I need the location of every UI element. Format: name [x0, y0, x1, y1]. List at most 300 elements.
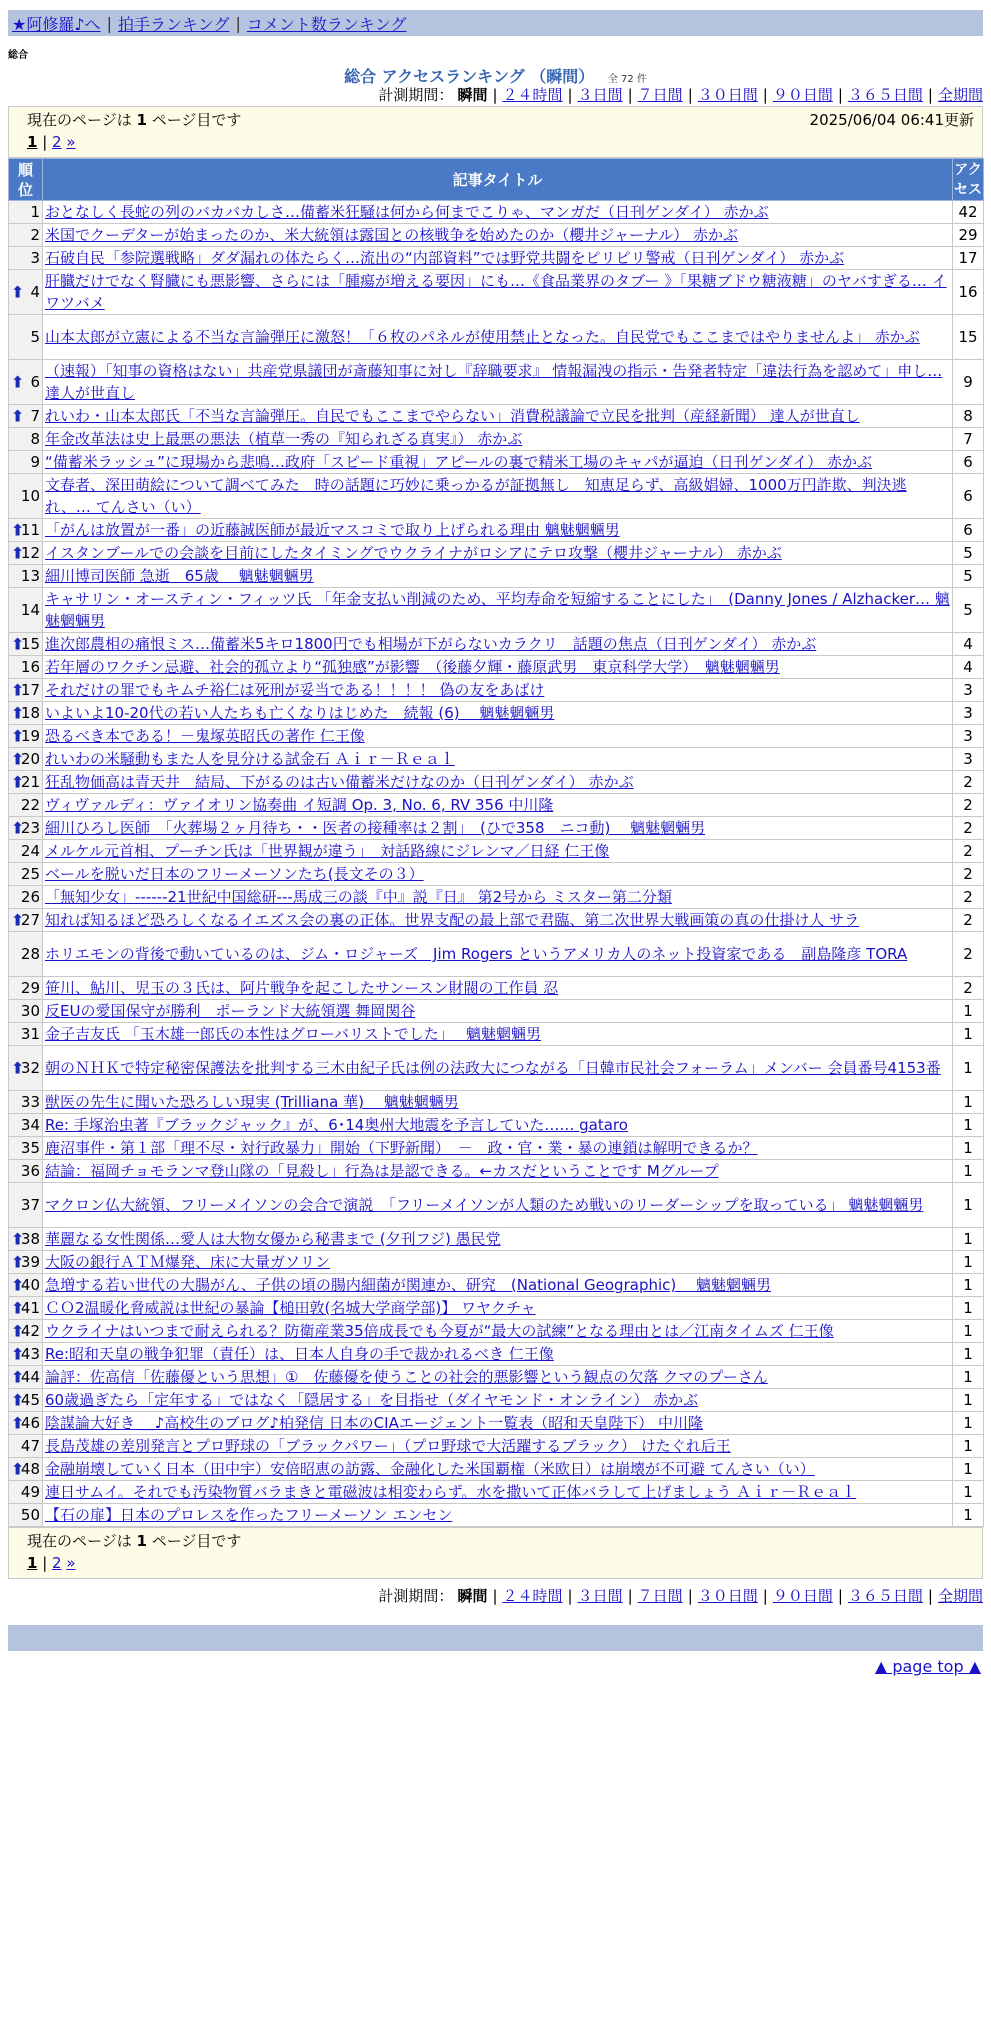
- rank-cell: [9, 1412, 43, 1435]
- article-link[interactable]: 笹川、鮎川、児玉の３氏は、阿片戦争を起こしたサンースン財閥の工作員 忍: [45, 979, 559, 997]
- access-count: 1: [953, 1000, 984, 1023]
- title-cell: [43, 565, 953, 588]
- rank-number: 2: [30, 226, 40, 244]
- rank-up-arrow-icon: ⬆: [11, 1413, 25, 1433]
- article-link[interactable]: れいわ・山本太郎氏「不当な言論弾圧。自民でもここまでやらない」消費税議論で立民を批判（産経新聞） 達人が世直し: [45, 407, 860, 425]
- page-2-link-bottom[interactable]: 2: [52, 1554, 62, 1572]
- article-link[interactable]: 細川博司医師 急逝 65歳 魑魅魍魎男: [45, 567, 314, 585]
- ranking-table: [8, 158, 984, 1527]
- article-link[interactable]: れいわの米騒動もまた人を見分ける試金石 Ａｉｒ－Ｒｅａｌ: [45, 750, 455, 768]
- access-count: 1: [953, 1274, 984, 1297]
- article-link[interactable]: 石破自民「参院選戦略」ダダ漏れの体たらく…流出の“内部資料”では野党共闘をピリピリ警戒（日刊ゲンダイ） 赤かぶ: [45, 249, 845, 267]
- article-link[interactable]: 金子吉友氏 「玉木雄一郎氏の本性はグローバリストでした」 魑魅魍魎男: [45, 1025, 541, 1043]
- table-row: [9, 201, 984, 224]
- rank-number: 37: [20, 1196, 40, 1214]
- rank-cell: [9, 405, 43, 428]
- title-cell: [43, 817, 953, 840]
- table-row: [9, 1504, 984, 1527]
- access-count: 17: [953, 247, 984, 270]
- rank-up-arrow-icon: ⬆: [11, 1390, 25, 1410]
- rank-number: 47: [20, 1437, 40, 1455]
- table-row: [9, 909, 984, 932]
- access-count: 1: [953, 1114, 984, 1137]
- rank-cell: [9, 1251, 43, 1274]
- article-link[interactable]: 長島茂雄の差別発言とプロ野球の「ブラックパワー」（プロ野球で大活躍するブラック） けたぐれ后王: [45, 1437, 731, 1455]
- page-info-bottom: [8, 1527, 983, 1579]
- current-page-text-bottom: 現在のページは 1 ページ目です: [27, 1532, 242, 1550]
- period-90d[interactable]: ９０日間: [772, 86, 833, 104]
- rank-cell: [9, 588, 43, 633]
- rank-up-arrow-icon: ⬆: [11, 543, 25, 563]
- article-link[interactable]: 山本太郎が立憲による不当な言論弾圧に激怒！「６枚のパネルが使用禁止となった。自民党でもここまではやりませんよ」 赤かぶ: [45, 328, 920, 346]
- access-count: 1: [953, 1046, 984, 1091]
- article-link[interactable]: 狂乱物価高は青天井 結局、下がるのは古い備蓄米だけなのか（日刊ゲンダイ） 赤かぶ: [45, 773, 634, 791]
- article-link[interactable]: 大阪の銀行ＡＴＭ爆発、床に大量ガソリン: [45, 1253, 331, 1271]
- rank-number: 30: [20, 1002, 40, 1020]
- table-row: [9, 702, 984, 725]
- table-row: [9, 1160, 984, 1183]
- access-count: 1: [953, 1297, 984, 1320]
- rank-cell: [9, 1366, 43, 1389]
- rank-cell: [9, 1458, 43, 1481]
- access-count: 42: [953, 201, 984, 224]
- rank-number: 31: [20, 1025, 40, 1043]
- rank-cell: [9, 886, 43, 909]
- article-link[interactable]: 鹿沼事件・第１部「理不尽・対行政暴力」開始（下野新聞） － 政・官・業・暴の連鎖は解明できるか？: [45, 1139, 758, 1157]
- period-3d[interactable]: ３日間: [577, 86, 623, 104]
- rank-up-arrow-icon: ⬆: [11, 818, 25, 838]
- article-link[interactable]: 【石の扉】日本のプロレスを作ったフリーメーソン エンセン: [45, 1506, 453, 1524]
- table-row: [9, 519, 984, 542]
- article-link[interactable]: ヴィヴァルディ：ヴァイオリン協奏曲 イ短調 Op. 3, No. 6, RV 356 中川隆: [45, 796, 554, 814]
- title-cell: [43, 1297, 953, 1320]
- title-cell: [43, 1389, 953, 1412]
- article-link[interactable]: 肝臓だけでなく腎臓にも悪影響、さらには「腫瘍が増える要因」にも…《食品業界のタブー 》「果糖ブドウ糖液糖」のヤバすぎる… イワツバメ: [45, 272, 947, 312]
- rank-number: 45: [20, 1391, 40, 1409]
- rank-cell: [9, 656, 43, 679]
- title-cell: [43, 1228, 953, 1251]
- article-link[interactable]: 朝のＮＨＫで特定秘密保護法を批判する三木由紀子氏は例の法政大につながる「日韓市民社会フォーラム」メンバー 会員番号4153番: [45, 1059, 941, 1077]
- table-row: [9, 1046, 984, 1091]
- article-link[interactable]: 細川ひろし医師 「火葬場２ヶ月待ち・・医者の接種率は２割」 (ひで358 ニコ動) 魑魅魍魎男: [45, 819, 706, 837]
- rank-up-arrow-icon: ⬆: [11, 772, 25, 792]
- access-count: 4: [953, 656, 984, 679]
- rank-number: 7: [30, 407, 40, 425]
- article-link[interactable]: 米国でクーデターが始まったのか、米大統領は露国との核戦争を始めたのか（櫻井ジャーナル） 赤かぶ: [45, 226, 738, 244]
- period-selector-bottom: 計測期間： 瞬間 | ２４時間 | ３日間 | ７日間 | ３０日間 | ９０日間 | ３６５日間 | 全期間: [378, 1587, 983, 1605]
- page-top-row: [0, 1657, 981, 1676]
- access-count: 3: [953, 702, 984, 725]
- access-count: 2: [953, 863, 984, 886]
- access-count: 1: [953, 1228, 984, 1251]
- rank-cell: [9, 542, 43, 565]
- rank-number: 17: [20, 681, 40, 699]
- title-cell: [43, 588, 953, 633]
- article-link[interactable]: 進次郎農相の痛恨ミス…備蓄米5キロ1800円でも相場が下がらないカラクリ 話題の焦点（日刊ゲンダイ） 赤かぶ: [45, 635, 817, 653]
- rank-cell: [9, 817, 43, 840]
- article-link[interactable]: 連日サムイ。それでも汚染物質バラまきと電磁波は相変わらず。水を撒いて正体バラして上げましょう Ａｉｒ－Ｒｅａｌ: [45, 1483, 857, 1501]
- rank-cell: [9, 771, 43, 794]
- rank-number: 1: [30, 203, 40, 221]
- rank-cell: [9, 1114, 43, 1137]
- title-cell: [43, 542, 953, 565]
- access-count: 1: [953, 1137, 984, 1160]
- access-count: 1: [953, 1160, 984, 1183]
- article-link[interactable]: ベールを脱いだ日本のフリーメーソンたち(長文その３）: [45, 865, 424, 883]
- rank-up-arrow-icon: ⬆: [11, 372, 25, 392]
- nav-link-clap-ranking[interactable]: 拍手ランキング: [117, 14, 230, 34]
- rank-number: 10: [20, 487, 40, 505]
- access-count: 1: [953, 1320, 984, 1343]
- access-count: 2: [953, 886, 984, 909]
- title-cell: [43, 405, 953, 428]
- table-row: [9, 1000, 984, 1023]
- rank-number: 46: [20, 1414, 40, 1432]
- title-cell: [43, 863, 953, 886]
- title-cell: [43, 474, 953, 519]
- article-link[interactable]: 知れば知るほど恐ろしくなるイエズス会の裏の正体。世界支配の最上部で君臨、第二次世界大戦画策の真の仕掛け人 サラ: [45, 911, 860, 929]
- rank-up-arrow-icon: ⬆: [11, 1321, 25, 1341]
- period-30d[interactable]: ３０日間: [697, 86, 758, 104]
- rank-up-arrow-icon: ⬆: [11, 680, 25, 700]
- access-count: 6: [953, 474, 984, 519]
- nav-link-asyura[interactable]: ★阿修羅♪へ: [12, 14, 101, 34]
- access-count: 1: [953, 1251, 984, 1274]
- rank-number: 33: [20, 1093, 40, 1111]
- rank-number: 3: [30, 249, 40, 267]
- article-link[interactable]: 60歳過ぎたら「定年する」ではなく「隠居する」を目指せ（ダイヤモンド・オンライン） 赤かぶ: [45, 1391, 699, 1409]
- article-link[interactable]: ホリエモンの背後で動いているのは、ジム・ロジャーズ Jim Rogers というアメリカ人のネット投資家である 副島隆彦 TORA: [45, 945, 908, 963]
- ranking-body: [9, 201, 984, 1527]
- title-cell: [43, 1343, 953, 1366]
- rank-cell: [9, 932, 43, 977]
- table-row: [9, 1297, 984, 1320]
- article-link[interactable]: 若年層のワクチン忌避、社会的孤立より“孤独感”が影響 （後藤夕輝・藤原武男 東京科学大学） 魑魅魍魎男: [45, 658, 780, 676]
- table-row: [9, 1183, 984, 1228]
- rank-number: 22: [20, 796, 40, 814]
- table-row: [9, 588, 984, 633]
- title-cell: [43, 977, 953, 1000]
- table-row: [9, 771, 984, 794]
- rank-up-arrow-icon: ⬆: [11, 520, 25, 540]
- page-top-link[interactable]: ▲ page top ▲: [874, 1657, 981, 1676]
- article-link[interactable]: それだけの罪でもキムチ裕仁は死刑が妥当である！！！！ 偽の友をあばけ: [45, 681, 545, 699]
- rank-cell: [9, 909, 43, 932]
- title-cell: [43, 224, 953, 247]
- rank-up-arrow-icon: ⬆: [11, 1058, 25, 1078]
- rank-cell: [9, 725, 43, 748]
- rank-cell: [9, 1228, 43, 1251]
- period-7d-bottom[interactable]: ７日間: [637, 1587, 683, 1605]
- article-link[interactable]: メルケル元首相、プーチン氏は「世界観が違う」 対話路線にジレンマ／日経 仁王像: [45, 842, 610, 860]
- rank-number: 49: [20, 1483, 40, 1501]
- title-cell: [43, 656, 953, 679]
- title-cell: [43, 1504, 953, 1527]
- rank-cell: [9, 1137, 43, 1160]
- access-count: 6: [953, 451, 984, 474]
- access-count: 2: [953, 932, 984, 977]
- rank-number: 18: [20, 704, 40, 722]
- article-link[interactable]: おとなしく長蛇の列のバカバカしさ…備蓄米狂騒は何から何までこりゃ、マンガだ（日刊ゲンダイ） 赤かぶ: [45, 203, 769, 221]
- rank-number: 23: [20, 819, 40, 837]
- article-link[interactable]: Re:昭和天皇の戦争犯罪（責任）は、日本人自身の手で裁かれるべき 仁王像: [45, 1345, 554, 1363]
- rank-up-arrow-icon: ⬆: [11, 634, 25, 654]
- article-link[interactable]: マクロン仏大統領、フリーメイソンの会合で演説 「フリーメイソンが人類のため戦いのリーダーシップを取っている」 魑魅魍魎男: [45, 1196, 924, 1214]
- title-cell: [43, 702, 953, 725]
- title-cell: [43, 519, 953, 542]
- rank-number: 13: [20, 567, 40, 585]
- nav-separator: |: [235, 13, 241, 33]
- access-count: 2: [953, 840, 984, 863]
- page-info-top: [8, 106, 983, 158]
- period-all[interactable]: 全期間: [937, 86, 983, 104]
- access-count: 8: [953, 405, 984, 428]
- rank-number: 15: [20, 635, 40, 653]
- access-count: 2: [953, 977, 984, 1000]
- table-row: [9, 1412, 984, 1435]
- rank-number: 32: [20, 1059, 40, 1077]
- article-link[interactable]: （速報）「知事の資格はない」共産党県議団が斎藤知事に対し『辞職要求』 情報漏洩の指示・告発者特定「違法行為を認めて」申し… 達人が世直し: [45, 362, 943, 402]
- rank-number: 19: [20, 727, 40, 745]
- table-row: [9, 977, 984, 1000]
- table-row: [9, 1023, 984, 1046]
- rank-number: 34: [20, 1116, 40, 1134]
- table-row: [9, 1114, 984, 1137]
- article-link[interactable]: 急増する若い世代の大腸がん、子供の頃の腸内細菌が関連か、研究 (National Geographic) 魑魅魍魎男: [45, 1276, 772, 1294]
- period-24h-bottom[interactable]: ２４時間: [502, 1587, 563, 1605]
- rank-cell: [9, 1160, 43, 1183]
- rank-number: 11: [20, 521, 40, 539]
- table-row: [9, 1458, 984, 1481]
- next-page-link-bottom[interactable]: »: [66, 1554, 76, 1572]
- table-row: [9, 656, 984, 679]
- category-label: 総合: [8, 50, 28, 61]
- page-title: 総合 アクセスランキング （瞬間）: [344, 67, 595, 86]
- rank-number: 44: [20, 1368, 40, 1386]
- period-selector-top: 計測期間： 瞬間 | ２４時間 | ３日間 | ７日間 | ３０日間 | ９０日間 | ３６５日間 | 全期間: [378, 86, 983, 104]
- updated-time: 2025/06/04 06:41更新: [809, 111, 974, 129]
- article-link[interactable]: 論評：佐高信「佐藤優という思想」① 佐藤優を使うことの社会的悪影響という観点の欠落 クマのプーさん: [45, 1368, 768, 1386]
- top-nav: [8, 10, 983, 36]
- rank-cell: [9, 201, 43, 224]
- rank-cell: [9, 247, 43, 270]
- rank-cell: [9, 1000, 43, 1023]
- period-365d-bottom[interactable]: ３６５日間: [847, 1587, 923, 1605]
- table-row: [9, 1251, 984, 1274]
- pagination-bottom: 1 | 2 »: [27, 1554, 76, 1572]
- rank-cell: [9, 1023, 43, 1046]
- rank-number: 40: [20, 1276, 40, 1294]
- article-link[interactable]: 文春者、深田萌絵について調べてみた 時の話題に巧妙に乗っかるが証拠無し 知恵足らず、高級娼婦、1000万円詐欺、判決逃れ、… てんさい（い）: [45, 476, 907, 516]
- period-365d[interactable]: ３６５日間: [847, 86, 923, 104]
- title-cell: [43, 1091, 953, 1114]
- table-row: [9, 224, 984, 247]
- period-current: 瞬間: [457, 86, 488, 104]
- rank-cell: [9, 360, 43, 405]
- period-all-bottom[interactable]: 全期間: [937, 1587, 983, 1605]
- article-link[interactable]: 結論：福岡チョモランマ登山隊の「見殺し」行為は是認できる。←カスだということです Mグループ: [45, 1162, 719, 1180]
- nav-link-comment-ranking[interactable]: コメント数ランキング: [246, 14, 407, 34]
- access-count: 4: [953, 633, 984, 656]
- rank-cell: [9, 748, 43, 771]
- period-3d-bottom[interactable]: ３日間: [577, 1587, 623, 1605]
- access-count: 2: [953, 817, 984, 840]
- page-1-current: 1: [27, 133, 38, 151]
- table-row: [9, 1274, 984, 1297]
- rank-cell: [9, 1481, 43, 1504]
- rank-up-arrow-icon: ⬆: [11, 726, 25, 746]
- table-row: [9, 1389, 984, 1412]
- page-2-link[interactable]: 2: [52, 133, 62, 151]
- rank-number: 41: [20, 1299, 40, 1317]
- access-count: 1: [953, 1091, 984, 1114]
- table-row: [9, 725, 984, 748]
- access-count: 3: [953, 725, 984, 748]
- title-cell: [43, 1435, 953, 1458]
- table-row: [9, 633, 984, 656]
- rank-number: 29: [20, 979, 40, 997]
- period-7d[interactable]: ７日間: [637, 86, 683, 104]
- table-row: [9, 315, 984, 360]
- rank-number: 35: [20, 1139, 40, 1157]
- rank-cell: [9, 1320, 43, 1343]
- article-link[interactable]: 「がんは放置が一番」の近藤誠医師が最近マスコミで取り上げられる理由 魑魅魍魎男: [45, 521, 620, 539]
- rank-cell: [9, 451, 43, 474]
- period-90d-bottom[interactable]: ９０日間: [772, 1587, 833, 1605]
- rank-cell: [9, 519, 43, 542]
- title-cell: [43, 1000, 953, 1023]
- title-cell: [43, 1481, 953, 1504]
- title-cell: [43, 932, 953, 977]
- access-count: 3: [953, 748, 984, 771]
- article-link[interactable]: 恐るべき本である！－鬼塚英昭氏の著作 仁王像: [45, 727, 365, 745]
- rank-cell: [9, 1046, 43, 1091]
- rank-cell: [9, 633, 43, 656]
- title-cell: [43, 201, 953, 224]
- rank-number: 24: [20, 842, 40, 860]
- article-link[interactable]: いよいよ10-20代の若い人たちも亡くなりはじめた 続報 (6) 魑魅魍魎男: [45, 704, 555, 722]
- title-cell: [43, 725, 953, 748]
- rank-number: 21: [20, 773, 40, 791]
- title-cell: [43, 1274, 953, 1297]
- table-row: [9, 270, 984, 315]
- access-count: 1: [953, 1458, 984, 1481]
- access-count: 2: [953, 909, 984, 932]
- rank-number: 42: [20, 1322, 40, 1340]
- period-24h[interactable]: ２４時間: [502, 86, 563, 104]
- table-row: [9, 1228, 984, 1251]
- rank-number: 28: [20, 945, 40, 963]
- article-link[interactable]: 華麗なる女性関係…愛人は大物女優から秘書まで (夕刊フジ) 愚民党: [45, 1230, 501, 1248]
- table-row: [9, 247, 984, 270]
- table-row: [9, 1481, 984, 1504]
- title-cell: [43, 886, 953, 909]
- article-link[interactable]: イスタンブールでの会談を目前にしたタイミングでウクライナがロシアにテロ攻撃（櫻井ジャーナル） 赤かぶ: [45, 544, 782, 562]
- rank-cell: [9, 679, 43, 702]
- pagination: 1 | 2 »: [27, 133, 76, 151]
- rank-number: 12: [20, 544, 40, 562]
- access-count: 2: [953, 794, 984, 817]
- rank-number: 6: [30, 373, 40, 391]
- rank-cell: [9, 1435, 43, 1458]
- article-link[interactable]: 陰謀論大好き ＿♪高校生のブログ♪柏発信 日本のCIAエージェント一覧表（昭和天皇陛下） 中川隆: [45, 1414, 704, 1432]
- page-title-row: [0, 64, 991, 84]
- title-cell: [43, 1023, 953, 1046]
- article-link[interactable]: Re: 手塚治虫著『ブラックジャック』が、6･14奥州大地震を予言していた…… gataro: [45, 1116, 628, 1134]
- title-cell: [43, 1320, 953, 1343]
- period-30d-bottom[interactable]: ３０日間: [697, 1587, 758, 1605]
- rank-up-arrow-icon: ⬆: [11, 749, 25, 769]
- table-row: [9, 817, 984, 840]
- access-count: 15: [953, 315, 984, 360]
- title-cell: [43, 1251, 953, 1274]
- table-row: [9, 748, 984, 771]
- article-link[interactable]: ウクライナはいつまで耐えられる？防衛産業35倍成長でも今夏が“最大の試練”となる理由とは／江南タイムズ 仁王像: [45, 1322, 834, 1340]
- rank-cell: [9, 1389, 43, 1412]
- rank-up-arrow-icon: ⬆: [11, 1229, 25, 1249]
- access-count: 1: [953, 1481, 984, 1504]
- article-link[interactable]: キャサリン・オースティン・フィッツ氏 「年金支払い削減のため、平均寿命を短縮することにした」 (Danny Jones / Alzhacker… 魑魅魍魎男: [45, 590, 950, 630]
- table-row: [9, 863, 984, 886]
- table-row: [9, 428, 984, 451]
- title-cell: [43, 1183, 953, 1228]
- rank-cell: [9, 1343, 43, 1366]
- rank-up-arrow-icon: ⬆: [11, 1298, 25, 1318]
- table-row: [9, 1137, 984, 1160]
- rank-number: 36: [20, 1162, 40, 1180]
- access-count: 3: [953, 679, 984, 702]
- next-page-link[interactable]: »: [66, 133, 76, 151]
- access-count: 6: [953, 519, 984, 542]
- rank-cell: [9, 474, 43, 519]
- title-cell: [43, 1114, 953, 1137]
- article-link[interactable]: 獣医の先生に聞いた恐ろしい現実 (Trilliana 華) 魑魅魍魎男: [45, 1093, 459, 1111]
- page-1-current-bottom: 1: [27, 1554, 38, 1572]
- table-row: [9, 1091, 984, 1114]
- rank-up-arrow-icon: ⬆: [11, 1275, 25, 1295]
- title-cell: [43, 794, 953, 817]
- access-count: 1: [953, 1183, 984, 1228]
- access-count: 1: [953, 1023, 984, 1046]
- access-count: 1: [953, 1504, 984, 1527]
- table-row: [9, 679, 984, 702]
- rank-number: 5: [30, 328, 40, 346]
- rank-number: 38: [20, 1230, 40, 1248]
- rank-number: 20: [20, 750, 40, 768]
- article-link[interactable]: 反EUの愛国保守が勝利 ポーランド大統領選 舞岡関谷: [45, 1002, 416, 1020]
- title-cell: [43, 771, 953, 794]
- rank-up-arrow-icon: ⬆: [11, 910, 25, 930]
- rank-cell: [9, 315, 43, 360]
- period-label: 計測期間：: [378, 86, 454, 104]
- access-count: 5: [953, 588, 984, 633]
- rank-cell: [9, 1183, 43, 1228]
- rank-number: 27: [20, 911, 40, 929]
- article-link[interactable]: 金融崩壊していく日本（田中宇）安倍昭恵の訪露、金融化した米国覇権（米欧日）は崩壊が不可避 てんさい（い）: [45, 1460, 815, 1478]
- article-link[interactable]: ＣＯ2温暖化脅威説は世紀の暴論【槌田敦(名城大学商学部)】 ワヤクチャ: [45, 1299, 536, 1317]
- title-cell: [43, 270, 953, 315]
- article-link[interactable]: “備蓄米ラッシュ”に現場から悲鳴…政府「スピード重視」アピールの裏で精米工場のキャパが逼迫（日刊ゲンダイ） 赤かぶ: [45, 453, 873, 471]
- article-link[interactable]: 「無知少女」------21世紀中国総研---馬成三の談『中』説『日』 第2号から ミスター第二分類: [45, 888, 672, 906]
- title-cell: [43, 1046, 953, 1091]
- title-cell: [43, 1366, 953, 1389]
- rank-number: 50: [20, 1506, 40, 1524]
- rank-cell: [9, 270, 43, 315]
- title-cell: [43, 247, 953, 270]
- article-link[interactable]: 年金改革法は史上最悪の悪法（植草一秀の『知られざる真実』） 赤かぶ: [45, 430, 523, 448]
- rank-cell: [9, 863, 43, 886]
- access-count: 1: [953, 1412, 984, 1435]
